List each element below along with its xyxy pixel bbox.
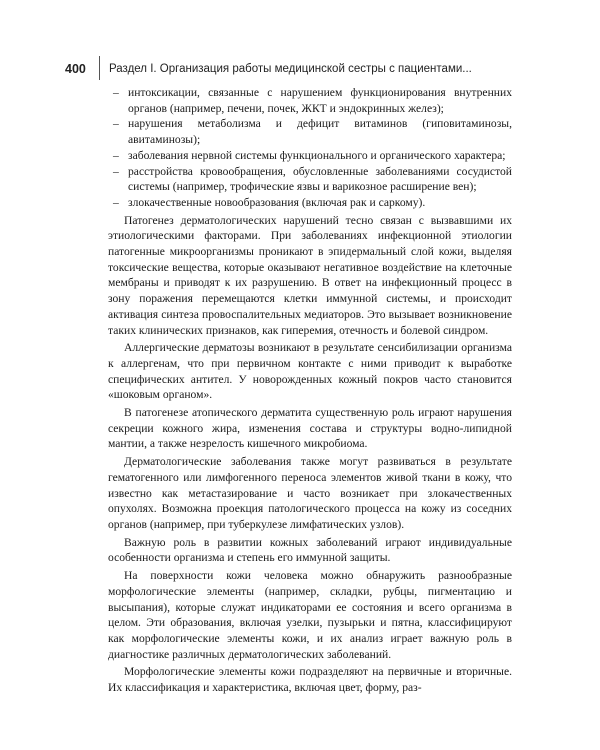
paragraph-morphological-elements: На поверхности кожи человека можно обнаружить разнообразные морфологические элементы (например, складки, рубцы, пигментацию и высыпания), которые служат индикаторами ее состояния и всего организма в целом. Эти образования, включая узелки, пузырьки и пятна, классифицируют как морфологические элементы кожи, и их анализ играет важную роль в диагностике различных дерматологических заболеваний. xyxy=(108,569,512,661)
paragraph-classification: Морфологические элементы кожи подразделяют на первичные и вторичные. Их классификация и характеристика, включая цвет, форму, раз- xyxy=(108,665,512,695)
running-header xyxy=(65,57,545,81)
list-item: – интоксикации, связанные с нарушением функционирования внутренних органов (например, печени, почек, ЖКТ и эндокринных желез); xyxy=(108,85,512,116)
list-item: – нарушения метаболизма и дефицит витаминов (гиповитаминозы, авитаминозы); xyxy=(108,116,512,147)
list-item: – расстройства кровообращения, обусловленные заболеваниями сосудистой системы (например, трофические язвы и варикозное расширение вен); xyxy=(108,164,512,195)
bullet-list xyxy=(108,85,512,211)
paragraph-pathogenesis: Патогенез дерматологических нарушений тесно связан с вызвавшими их этиологическими факторами. При заболеваниях инфекционной этиологии патогенные микроорганизмы проникают в эпидермальный слой кожи, выделяя токсические вещества, которые оказывают негативное воздействие на клеточные мембраны и приводят к их разрушению. В ответ на инфекционный процесс в зону поражения перемещаются клетки иммунной системы, и происходит активация синтеза провоспалительных медиаторов. Это вызывает возникновение таких клинических признаков, как гиперемия, отечность и болевой синдром. xyxy=(108,213,512,337)
header-divider xyxy=(99,56,100,80)
list-item: – злокачественные новообразования (включая рак и саркому). xyxy=(108,195,512,211)
paragraph-immunity: Важную роль в развитии кожных заболеваний играют индивидуальные особенности организма и степень его иммунной защиты. xyxy=(108,535,512,565)
running-title: Раздел I. Организация работы медицинской сестры с пациентами... xyxy=(109,63,472,75)
body-text xyxy=(108,85,512,696)
paragraph-metastasis: Дерматологические заболевания также могут развиваться в результате гематогенного или лимфогенного переноса элементов живой ткани в кожу, что известно как метастазирование и часто возникает при злокачественных опухолях. Возможна проекция патологического процесса на кожу из соседних органов (например, при туберкулезе лимфатических узлов). xyxy=(108,455,512,531)
page-number: 400 xyxy=(65,62,86,76)
paragraph-allergic-dermatoses: Аллергические дерматозы возникают в результате сенсибилизации организма к аллергенам, что при первичном контакте с ними приводит к выработке специфических антител. У новорожденных кожный покров часто становится «шоковым органом». xyxy=(108,341,512,402)
list-item: – заболевания нервной системы функционального и органического характера; xyxy=(108,148,512,164)
paragraph-atopic-dermatitis: В патогенезе атопического дерматита существенную роль играют нарушения секреции кожного жира, изменения состава и структуры водно-липидной мантии, а также незрелость кишечного микробиома. xyxy=(108,406,512,451)
